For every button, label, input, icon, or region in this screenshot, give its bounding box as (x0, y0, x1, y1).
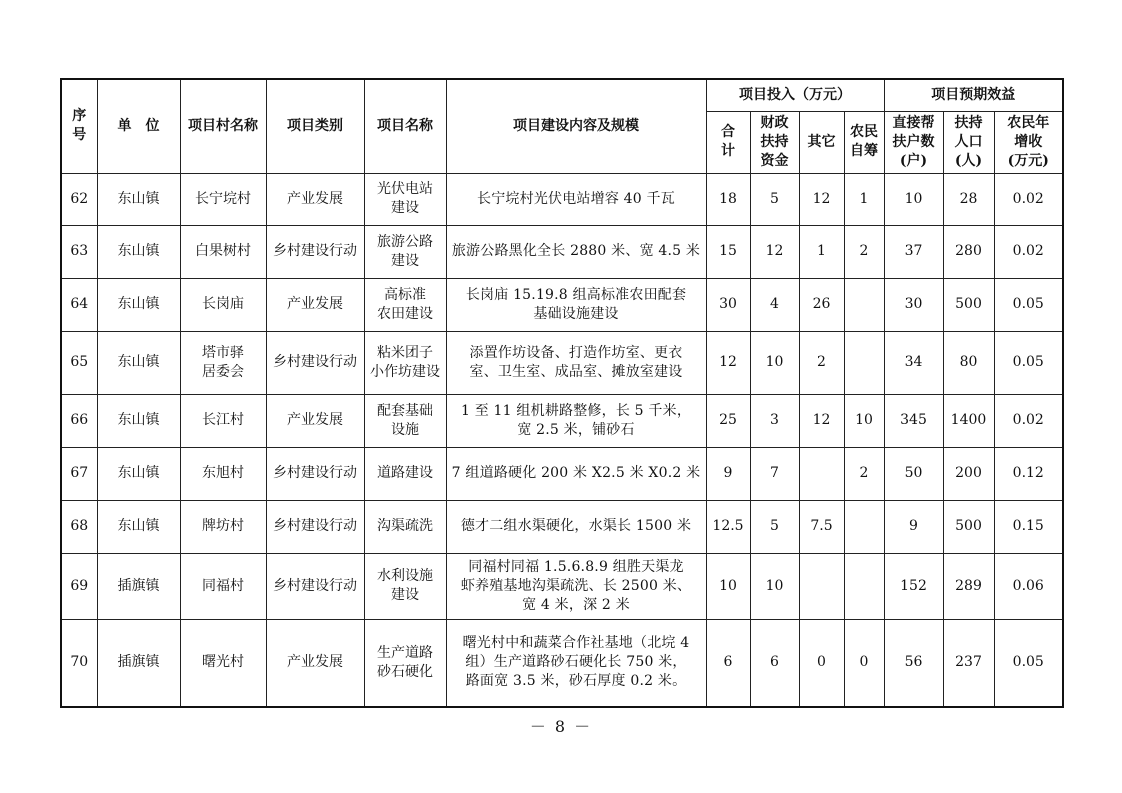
cell-unit: 东山镇 (97, 394, 180, 447)
header-content: 项目建设内容及规模 (446, 79, 706, 173)
cell-total: 25 (706, 394, 750, 447)
cell-income: 0.02 (994, 225, 1063, 278)
table-row (61, 500, 1063, 553)
cell-fiscal: 5 (750, 500, 799, 553)
cell-content: 德才二组水渠硬化，水渠长 1500 米 (446, 500, 706, 553)
cell-income: 0.15 (994, 500, 1063, 553)
cell-seq: 69 (61, 553, 97, 619)
cell-population: 289 (943, 553, 994, 619)
cell-village: 牌坊村 (180, 500, 266, 553)
table-body (61, 173, 1063, 707)
cell-total: 12 (706, 331, 750, 394)
cell-unit: 插旗镇 (97, 553, 180, 619)
header-unit: 单 位 (97, 79, 180, 173)
cell-population: 80 (943, 331, 994, 394)
cell-seq: 68 (61, 500, 97, 553)
cell-content: 长岗庙 15.19.8 组高标准农田配套 基础设施建设 (446, 278, 706, 331)
cell-self-raised (844, 553, 884, 619)
cell-category: 产业发展 (266, 394, 364, 447)
cell-population: 200 (943, 447, 994, 500)
cell-fiscal: 5 (750, 173, 799, 225)
cell-population: 28 (943, 173, 994, 225)
cell-content: 旅游公路黑化全长 2880 米、宽 4.5 米 (446, 225, 706, 278)
page-number: － 8 － (529, 717, 593, 736)
cell-self-raised: 1 (844, 173, 884, 225)
cell-project-name: 生产道路 砂石硬化 (364, 619, 446, 707)
cell-self-raised (844, 278, 884, 331)
cell-other: 12 (799, 173, 844, 225)
cell-total: 30 (706, 278, 750, 331)
cell-households: 30 (884, 278, 943, 331)
cell-income: 0.05 (994, 278, 1063, 331)
cell-category: 产业发展 (266, 278, 364, 331)
cell-content: 7 组道路硬化 200 米 X2.5 米 X0.2 米 (446, 447, 706, 500)
cell-village: 东旭村 (180, 447, 266, 500)
cell-project-name: 配套基础 设施 (364, 394, 446, 447)
cell-other (799, 447, 844, 500)
cell-self-raised (844, 331, 884, 394)
cell-category: 乡村建设行动 (266, 331, 364, 394)
cell-households: 56 (884, 619, 943, 707)
cell-other: 1 (799, 225, 844, 278)
cell-project-name: 水利设施 建设 (364, 553, 446, 619)
cell-population: 1400 (943, 394, 994, 447)
table-row (61, 173, 1063, 225)
header-population: 扶持 人口 (人) (943, 111, 994, 173)
cell-project-name: 粘米团子 小作坊建设 (364, 331, 446, 394)
cell-population: 500 (943, 500, 994, 553)
table-row (61, 225, 1063, 278)
cell-other: 7.5 (799, 500, 844, 553)
cell-total: 9 (706, 447, 750, 500)
cell-self-raised (844, 500, 884, 553)
cell-village: 白果树村 (180, 225, 266, 278)
cell-village: 曙光村 (180, 619, 266, 707)
cell-unit: 插旗镇 (97, 619, 180, 707)
header-investment: 项目投入（万元） (706, 79, 884, 111)
cell-fiscal: 4 (750, 278, 799, 331)
cell-category: 乡村建设行动 (266, 447, 364, 500)
header-category: 项目类别 (266, 79, 364, 173)
cell-seq: 67 (61, 447, 97, 500)
cell-seq: 65 (61, 331, 97, 394)
cell-seq: 66 (61, 394, 97, 447)
cell-fiscal: 10 (750, 331, 799, 394)
header-households: 直接帮 扶户数 (户) (884, 111, 943, 173)
cell-project-name: 高标准 农田建设 (364, 278, 446, 331)
cell-content: 1 至 11 组机耕路整修，长 5 千米， 宽 2.5 米，铺砂石 (446, 394, 706, 447)
cell-other: 0 (799, 619, 844, 707)
table-row (61, 553, 1063, 619)
header-seq: 序 号 (61, 79, 97, 173)
table-row (61, 619, 1063, 707)
cell-village: 长宁垸村 (180, 173, 266, 225)
cell-fiscal: 7 (750, 447, 799, 500)
cell-unit: 东山镇 (97, 225, 180, 278)
cell-village: 塔市驿 居委会 (180, 331, 266, 394)
header-self-raised: 农民 自筹 (844, 111, 884, 173)
cell-seq: 62 (61, 173, 97, 225)
cell-category: 产业发展 (266, 619, 364, 707)
cell-category: 乡村建设行动 (266, 553, 364, 619)
table-row (61, 394, 1063, 447)
cell-fiscal: 3 (750, 394, 799, 447)
cell-seq: 64 (61, 278, 97, 331)
cell-households: 34 (884, 331, 943, 394)
header-fiscal: 财政 扶持 资金 (750, 111, 799, 173)
cell-village: 同福村 (180, 553, 266, 619)
cell-project-name: 光伏电站 建设 (364, 173, 446, 225)
cell-self-raised: 0 (844, 619, 884, 707)
cell-seq: 70 (61, 619, 97, 707)
cell-other: 12 (799, 394, 844, 447)
cell-population: 237 (943, 619, 994, 707)
cell-category: 产业发展 (266, 173, 364, 225)
header-village: 项目村名称 (180, 79, 266, 173)
cell-fiscal: 12 (750, 225, 799, 278)
header-income: 农民年 增收 (万元) (994, 111, 1063, 173)
cell-total: 18 (706, 173, 750, 225)
cell-income: 0.12 (994, 447, 1063, 500)
table-row (61, 331, 1063, 394)
table-row (61, 278, 1063, 331)
cell-households: 152 (884, 553, 943, 619)
cell-self-raised: 2 (844, 447, 884, 500)
cell-income: 0.02 (994, 173, 1063, 225)
cell-income: 0.02 (994, 394, 1063, 447)
cell-households: 37 (884, 225, 943, 278)
header-project-name: 项目名称 (364, 79, 446, 173)
cell-fiscal: 10 (750, 553, 799, 619)
cell-village: 长江村 (180, 394, 266, 447)
cell-village: 长岗庙 (180, 278, 266, 331)
cell-income: 0.05 (994, 331, 1063, 394)
cell-other (799, 553, 844, 619)
cell-category: 乡村建设行动 (266, 225, 364, 278)
cell-total: 15 (706, 225, 750, 278)
cell-project-name: 沟渠疏洗 (364, 500, 446, 553)
cell-content: 曙光村中和蔬菜合作社基地（北垸 4 组）生产道路砂石硬化长 750 米， 路面宽 3.5 米，砂石厚度 0.2 米。 (446, 619, 706, 707)
cell-category: 乡村建设行动 (266, 500, 364, 553)
project-table (60, 78, 1064, 708)
cell-population: 280 (943, 225, 994, 278)
cell-project-name: 旅游公路 建设 (364, 225, 446, 278)
cell-content: 添置作坊设备、打造作坊室、更衣 室、卫生室、成品室、摊放室建设 (446, 331, 706, 394)
cell-unit: 东山镇 (97, 173, 180, 225)
cell-project-name: 道路建设 (364, 447, 446, 500)
cell-unit: 东山镇 (97, 500, 180, 553)
cell-self-raised: 2 (844, 225, 884, 278)
cell-content: 同福村同福 1.5.6.8.9 组胜天渠龙 虾养殖基地沟渠疏洗、长 2500 米、 宽 4 米，深 2 米 (446, 553, 706, 619)
cell-unit: 东山镇 (97, 278, 180, 331)
cell-other: 2 (799, 331, 844, 394)
cell-households: 50 (884, 447, 943, 500)
cell-fiscal: 6 (750, 619, 799, 707)
header-benefit: 项目预期效益 (884, 79, 1063, 111)
cell-unit: 东山镇 (97, 447, 180, 500)
cell-content: 长宁垸村光伏电站增容 40 千瓦 (446, 173, 706, 225)
cell-seq: 63 (61, 225, 97, 278)
header-total: 合 计 (706, 111, 750, 173)
cell-income: 0.05 (994, 619, 1063, 707)
table-row (61, 447, 1063, 500)
cell-total: 10 (706, 553, 750, 619)
cell-households: 345 (884, 394, 943, 447)
cell-population: 500 (943, 278, 994, 331)
cell-income: 0.06 (994, 553, 1063, 619)
cell-unit: 东山镇 (97, 331, 180, 394)
cell-households: 9 (884, 500, 943, 553)
cell-other: 26 (799, 278, 844, 331)
cell-total: 12.5 (706, 500, 750, 553)
cell-total: 6 (706, 619, 750, 707)
cell-households: 10 (884, 173, 943, 225)
cell-self-raised: 10 (844, 394, 884, 447)
header-other: 其它 (799, 111, 844, 173)
